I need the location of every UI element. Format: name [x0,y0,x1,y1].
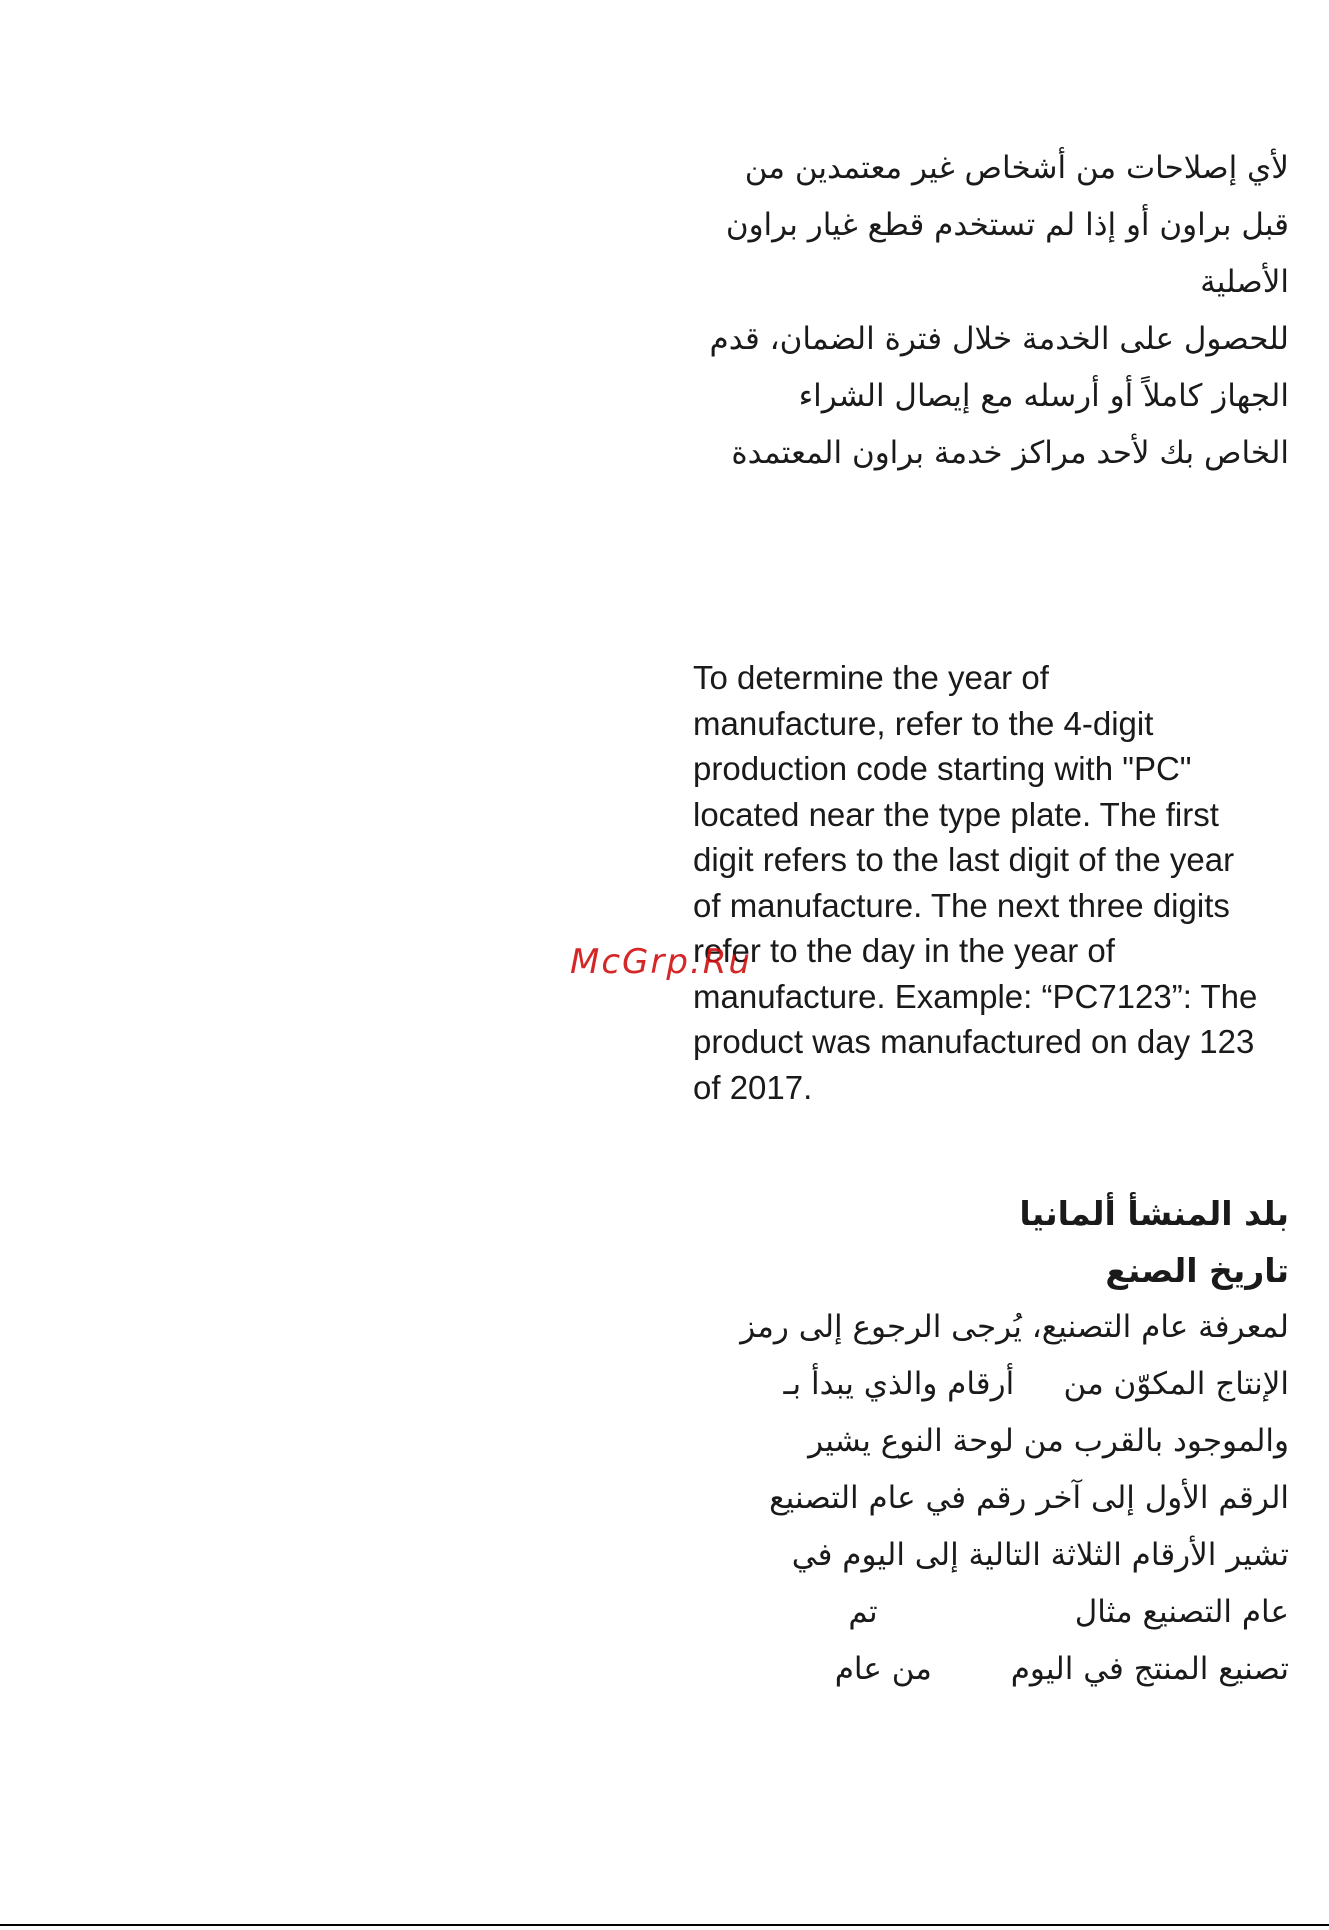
warranty-line: الجهاز كاملاً أو أرسله مع إيصال الشراء [798,378,1289,414]
page-bottom-divider [0,1924,1329,1926]
warranty-line: قبل براون أو إذا لم تستخدم قطع غيار براون [725,207,1289,243]
origin-line: الرقم الأول إلى آخر رقم في عام التصنيع [769,1480,1289,1516]
origin-line: تصنيع المنتج في اليوم من عام [834,1651,1289,1687]
origin-line: لمعرفة عام التصنيع، يُرجى الرجوع إلى رمز [740,1309,1289,1345]
origin-line: والموجود بالقرب من لوحة النوع يشير [808,1423,1289,1459]
watermark-logo: McGrp.Ru [570,942,752,982]
warranty-line: لأي إصلاحات من أشخاص غير معتمدين من [744,150,1289,186]
production-line: digit refers to the last digit of the year [693,841,1235,878]
warranty-arabic-paragraph [689,140,1289,482]
production-line: product was manufactured on day 123 [693,1023,1255,1060]
origin-line: عام التصنيع مثال تم [848,1594,1289,1630]
warranty-line: الخاص بك لأحد مراكز خدمة براون المعتمدة [731,435,1289,471]
production-line: located near the type plate. The first [693,795,1219,833]
warranty-line: الأصلية [1200,264,1289,300]
production-line: of 2017. [693,1068,813,1106]
warranty-line: للحصول على الخدمة خلال فترة الضمان، قدم [709,321,1289,357]
production-line: To determine the year of [693,659,1049,696]
origin-line: تشير الأرقام الثلاثة التالية إلى اليوم في [791,1537,1289,1573]
manufacture-date-heading: تاريخ الصنع [1105,1251,1289,1290]
country-of-origin-heading: بلد المنشأ ألمانيا [1019,1194,1289,1233]
production-code-english-paragraph [693,655,1293,1110]
production-line: manufacture, refer to the 4-digit [693,704,1154,742]
production-line: production code starting with "PC" [693,750,1192,787]
production-line: manufacture. Example: “PC7123”: The [693,977,1258,1015]
origin-line: الإنتاج المكوّن من أرقام والذي يبدأ بـ [783,1366,1289,1402]
production-line: refer to the day in the year of [693,932,1115,969]
production-line: of manufacture. The next three digits [693,886,1230,924]
origin-arabic-section [689,1185,1289,1698]
